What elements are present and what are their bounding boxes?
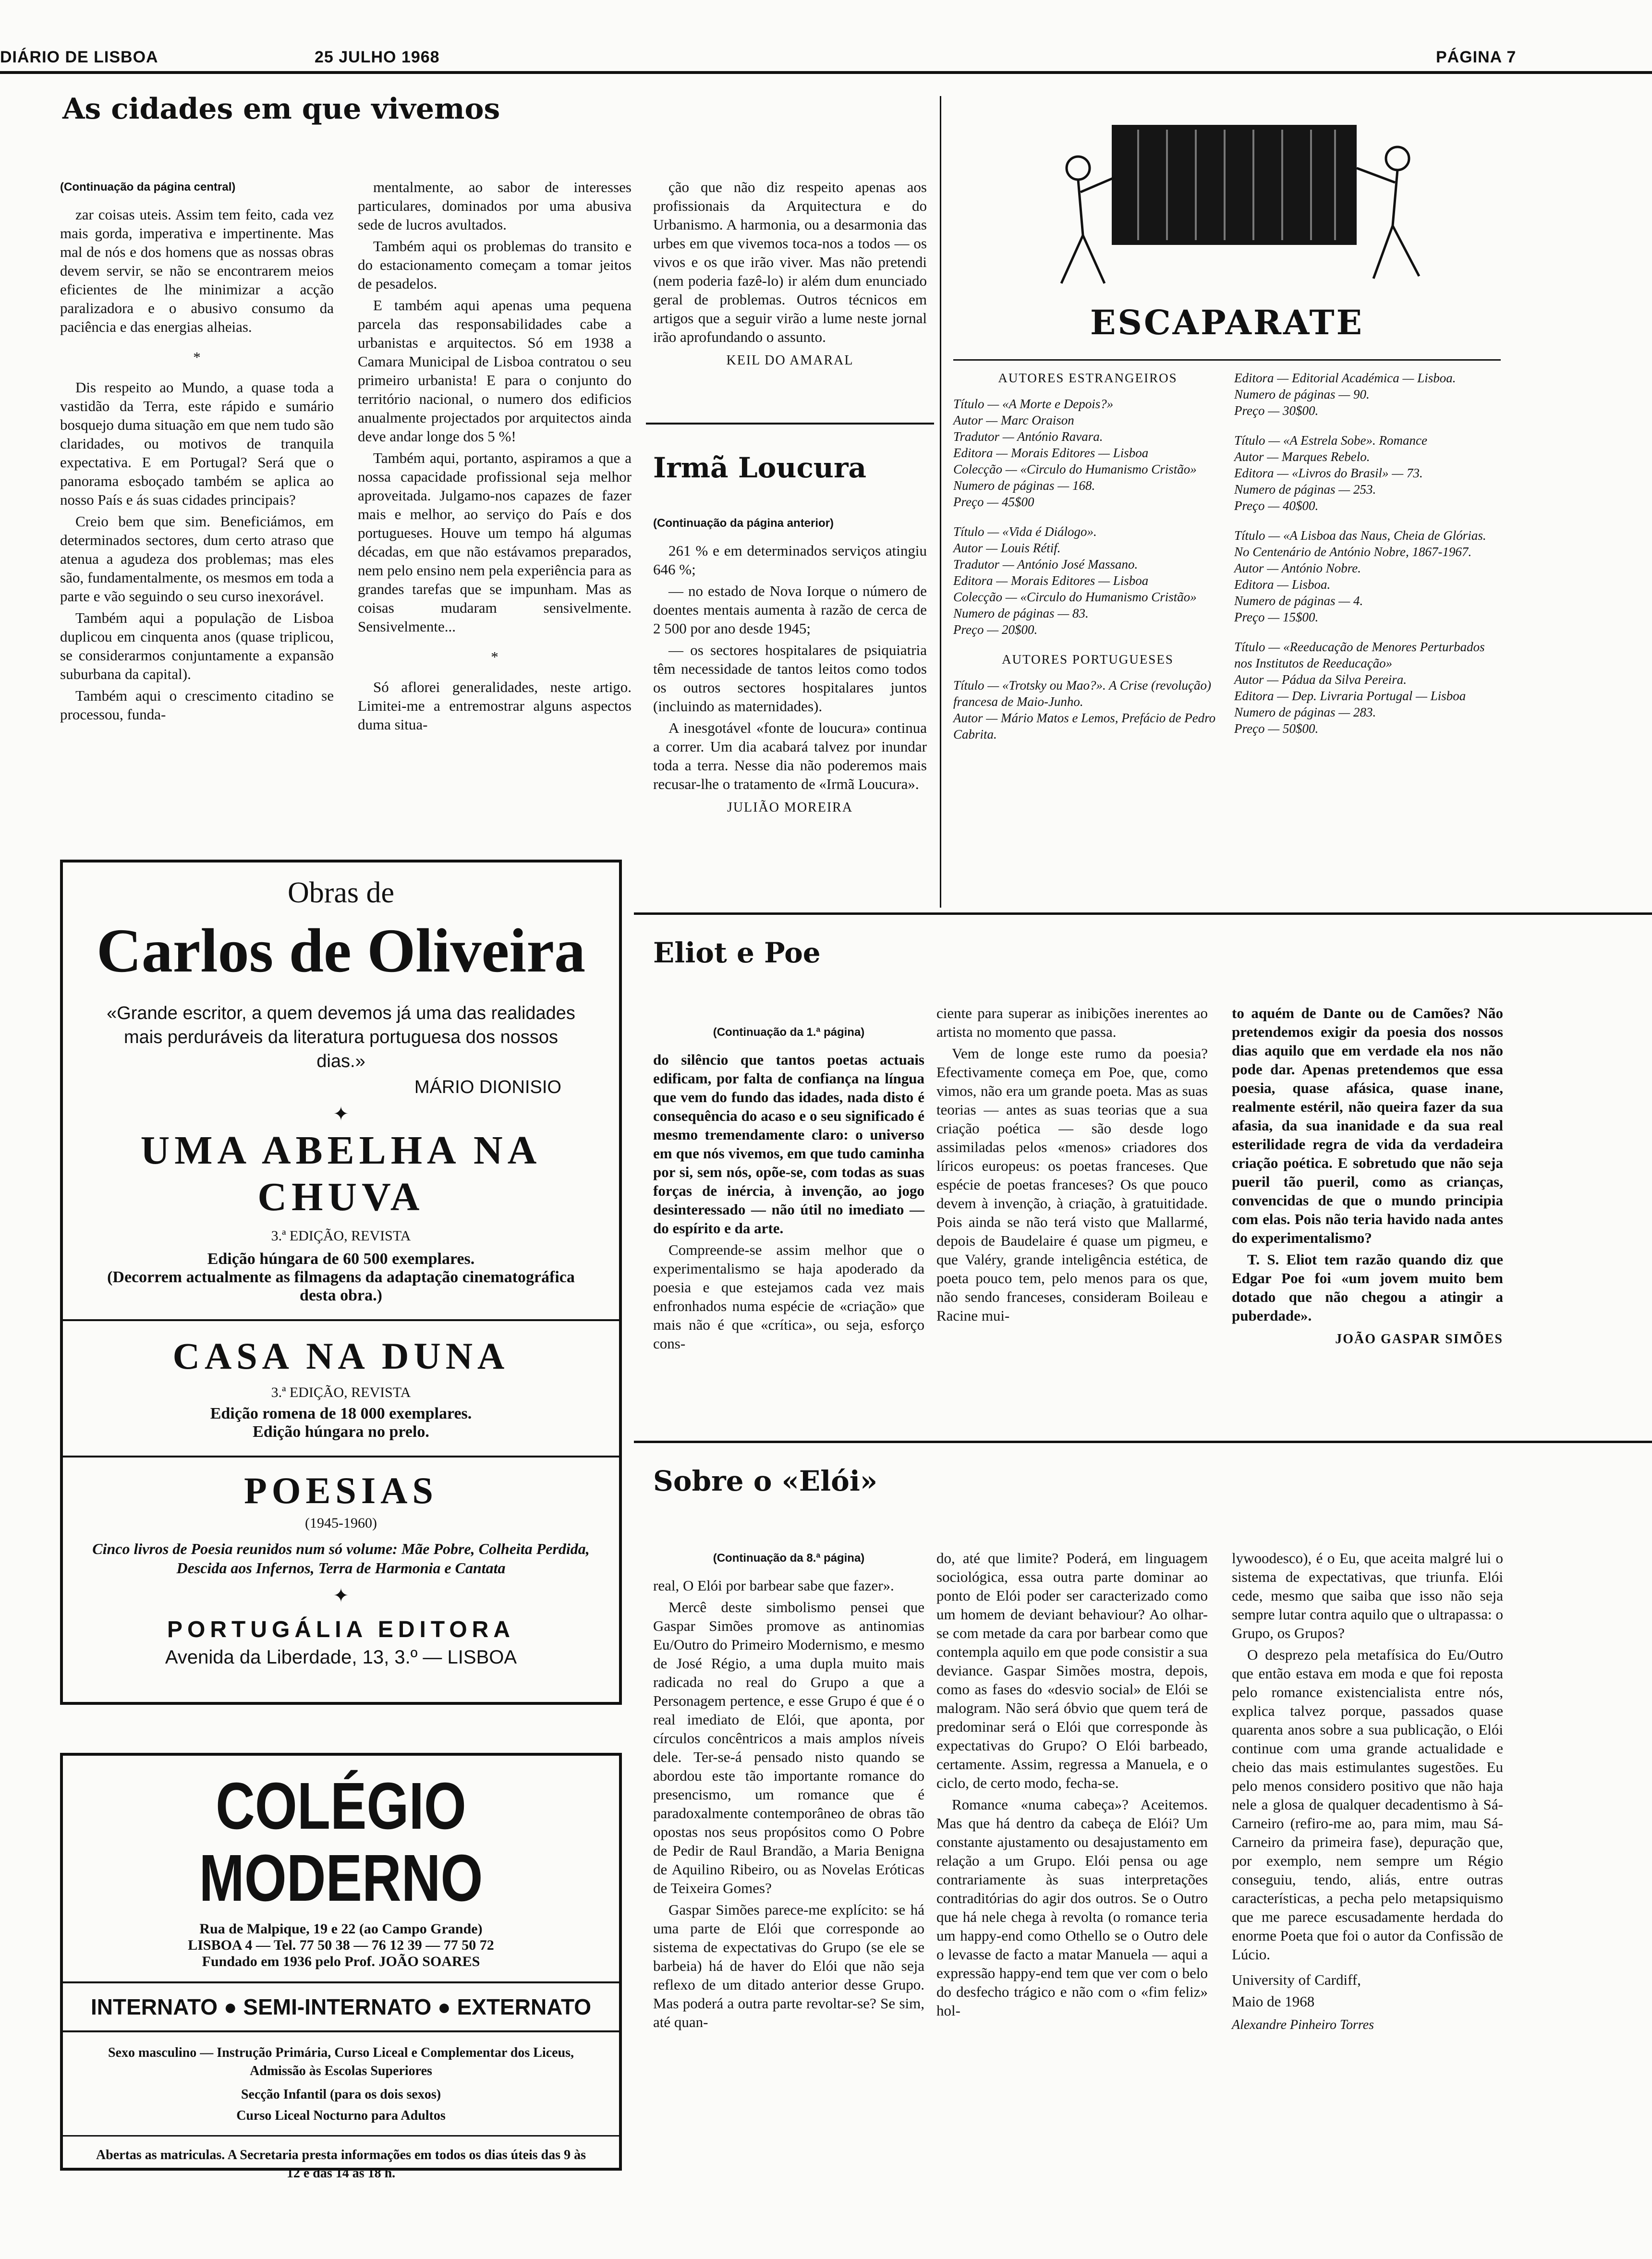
paragraph: Também aqui, portanto, aspiramos a que a nossa capacidade profissional seja melhor aproveitada. Julgamo-nos capazes de fazer mais e melhor, ao serviço do País e dos portugueses. Houve um tempo há algumas décadas, em que não estávamos preparados, nem pelo ensino nem pela experiência para as grandes tarefas que se impunham. Mas as coisas mudaram sensivelmente. Sensivelmente... (358, 449, 632, 635)
entry-line: Título — «A Estrela Sobe». Romance (1234, 433, 1427, 448)
eloi-date: Maio de 1968 (1232, 1993, 1315, 2010)
ad-book1-title: UMA ABELHA NA CHUVA (140, 1128, 542, 1219)
irma-title: Irmã Loucura (653, 451, 867, 484)
paragraph: Vem de longe este rumo da poesia? Efectivamente começa em Poe, que, como vimos, não era um grande poeta. Mas as suas teorias — antes as suas teorias que a sua criação poética — são desde logo assimiladas pelos «menos» criadores dos líricos europeus: os poetas franceses. Que espécie de poetas franceses? Os que pouco devem à invenção, à criação, à gratuitidade. Pois ainda se não terá visto que Mallarmé, depois de Baudelaire é quase um pigmeu, e que Valéry, grande inteligência estética, de poeta pouco tem, pelo menos para os que, não sendo franceses, consideram Boileau e Racine mui- (936, 1045, 1208, 1324)
entry-line: Editora — Morais Editores — Lisboa (953, 573, 1149, 588)
irma-continuation: (Continuação da página anterior) (653, 517, 834, 530)
ad-author-name: Carlos de Oliveira (96, 916, 586, 985)
section-rule (953, 359, 1501, 361)
paragraph: Mercê deste simbolismo pensei que Gaspar Simões promove as antinomias Eu/Outro do Primeiro Modernismo, e mesmo de José Régio, a uma dupla muito mais radicada no real do Grupo a que a Personagem pertence, e esse Grupo é que é o real imediato de Elói, que aponta, por círculos concêntricos a mais amplos níveis dele. Ter-se-á pensado nisto quando se abordou este tão importante romance do presencismo, um romance que é paradoxalmente contemporâneo de obras tão opostas nos seus propósitos como O Pobre de Pedir de Raul Brandão, a Maria Benigna de Aquilino Ribeiro, ou as Novelas Eróticas de Teixeira Gomes? (653, 1599, 924, 1896)
ad-obras: Obras de (287, 876, 395, 909)
entry-line: Título — «A Morte e Depois?» (953, 397, 1114, 411)
ad-book3-desc: Cinco livros de Poesia reunidos num só volume: Mãe Pobre, Colheita Perdida, Descida aos Infernos, Terra de Harmonia e Cantata (92, 1540, 590, 1577)
eliot-title: Eliot e Poe (653, 936, 821, 969)
header-rule (0, 71, 1652, 74)
section-rule (634, 1441, 1652, 1443)
paragraph: Dis respeito ao Mundo, a quase toda a vastidão da Terra, este rápido e sumário bosquejo duma situação em que nem tudo são claridades, ou motivos de tranquila expectativa. E em Portugal? Será que o panorama esboçado também se aplica ao nosso País e ás suas cidades principais? (60, 379, 334, 508)
ad-book1-note: (Decorrem actualmente as filmagens da adaptação cinematográfica desta obra.) (107, 1268, 575, 1304)
section-rule (646, 423, 934, 425)
ad-address: Avenida da Liberdade, 13, 3.º — LISBOA (165, 1647, 517, 1668)
paragraph: Creio bem que sim. Beneficiámos, em determinados sectores, dum certo atraso que atenua a agudeza dos problemas; mas eles são, fundamentalmente, os mesmos em toda a parte e vão seguindo o seu curso inexorável. (60, 513, 334, 605)
paragraph: ciente para superar as inibições inerentes ao artista no momento que passa. (936, 1005, 1208, 1040)
paragraph: do, até que limite? Poderá, em linguagem sociológica, essa outra parte dominar ao ponto de Elói poder ser caracterizado como um homem de deviant behaviour? Ao olhar-se com metade da cara por barbear como que contempla aquilo em que pode consistir a sua deviance. Gaspar Simões mostra, depois, como as fases do «desvio social» de Elói se malogram. Não será óbvio que quem terá de predominar será o Elói que corresponde às expectativas do Grupo? O Elói barbeado, certamente. Assim, regressa a Manuela, e o ciclo, de certo modo, fecha-se. (936, 1550, 1208, 1791)
cidades-continuation: (Continuação da página central) (60, 181, 236, 194)
paragraph: Só aflorei generalidades, neste artigo. Limitei-me a entremostrar alguns aspectos duma situa- (358, 679, 632, 733)
paragraph: Também aqui o crescimento citadino se processou, funda- (60, 687, 334, 723)
star-ornament: ✦ (333, 1585, 349, 1606)
entry-line: Numero de páginas — 168. (953, 478, 1095, 493)
newspaper-name: DIÁRIO DE LISBOA (0, 48, 158, 66)
cidades-author: KEIL DO AMARAL (726, 353, 854, 368)
ad-school-infantil: Secção Infantil (para os dois sexos) (241, 2087, 441, 2102)
escaparate-col1 (953, 370, 1222, 756)
star-ornament: ✦ (333, 1103, 349, 1125)
paragraph: Também aqui a população de Lisboa duplicou em cinquenta anos (quase triplicou, se considerarmos conjuntamente a expansão suburbana da capital). (60, 609, 334, 682)
ad-book1-edition: 3.ª EDIÇÃO, REVISTA (271, 1228, 411, 1244)
eloi-title: Sobre o «Elói» (653, 1465, 878, 1497)
book-entry (953, 677, 1222, 742)
entry-line: Numero de páginas — 83. (953, 606, 1089, 620)
separator-star: * (193, 349, 201, 365)
ad-school-address: Rua de Malpique, 19 e 22 (ao Campo Grande) (199, 1921, 483, 1937)
eliot-author: JOÃO GASPAR SIMÕES (1335, 1332, 1503, 1347)
book-entry (953, 396, 1222, 510)
entry-line: Preço — 15$00. (1234, 610, 1319, 624)
irma-author: JULIÃO MOREIRA (727, 800, 853, 815)
ad-publisher: PORTUGÁLIA EDITORA (167, 1617, 515, 1642)
section-rule (634, 912, 1652, 915)
entry-line: Preço — 20$00. (953, 622, 1038, 637)
entry-line: Colecção — «Circulo do Humanismo Cristão» (953, 590, 1197, 604)
paragraph: Gaspar Simões parece-me explícito: se há uma parte de Elói que corresponde ao sistema de expectativas do Grupo (se ele se barbeia) há de haver do Elói que não seja reflexo de um ditado anterior desse Grupo. Mas poderá a outra parte revoltar-se? Se sim, até quan- (653, 1901, 924, 2030)
paragraph: Também aqui os problemas do transito e do estacionamento começam a tomar jeitos de pesadelos. (358, 238, 632, 292)
entry-line: Tradutor — António José Massano. (953, 557, 1138, 571)
eloi-col1 (653, 1549, 924, 2034)
ad-school-matriculas: Abertas as matriculas. A Secretaria presta informações em todos os dias úteis das 9 às 12 e das 14 às 18 h. (96, 2148, 586, 2181)
paragraph: lywoodesco), é o Eu, que aceita malgré lui o sistema de expectativas, que triunfa. Elói cede, mesmo que saiba que isso não seja sempre lutar contra aquilo que o ultrapassa: o Grupo, os Grupos? (1232, 1550, 1503, 1641)
eliot-col2 (936, 1004, 1208, 1328)
paragraph: real, O Elói por barbear sabe que fazer». (653, 1577, 894, 1594)
ad-school-regimes: INTERNATO ● SEMI-INTERNATO ● EXTERNATO (90, 1994, 592, 2019)
ad-rule (63, 2135, 619, 2137)
eliot-continuation: (Continuação da 1.ª página) (713, 1026, 865, 1039)
book-entry (1234, 639, 1503, 737)
paragraph: do silêncio que tantos poetas actuais edificam, por falta de confiança na língua que vem do fundo das idades, nada disto é consequência do acaso e o seu significado é mesmo tremendamente claro: o universo em que nós vivemos, em que tudo caminha por si, sem nós, opõe-se, com todas as suas forças de inércia, à invenção, ao jogo desinteressado — não útil no imediato — do espírito e da arte. (653, 1051, 924, 1237)
eliot-col1 (653, 1023, 924, 1356)
ad-rule (63, 2030, 619, 2032)
escaparate-col2 (1234, 370, 1503, 750)
escaparate-title: ESCAPARATE (1090, 303, 1364, 342)
ad-book1-note: Edição húngara de 60 500 exemplares. (207, 1250, 475, 1268)
eloi-place: University of Cardiff, (1232, 1971, 1361, 1988)
entry-line: Autor — António Nobre. (1234, 561, 1361, 575)
portugueses-heading: AUTORES PORTUGUESES (1002, 652, 1174, 667)
paragraph: Compreende-se assim melhor que o experimentalismo se haja apoderado da poesia e que estejamos cada vez mais enfronhados numa espécie de «criação» que mais não é que «crítica», ou seja, esforço cons- (653, 1241, 924, 1352)
entry-line: Autor — Mário Matos e Lemos, Prefácio de Pedro Cabrita. (953, 711, 1216, 741)
paragraph: — os sectores hospitalares de psiquiatria têm necessidade de tantos leitos como todos os outros sectores hospitalares juntos (incluindo as maternidades). (653, 642, 927, 715)
cidades-col2 (358, 178, 632, 737)
ad-school-name: COLÉGIO MODERNO (199, 1769, 483, 1915)
paragraph: — no estado de Nova Iorque o número de doentes mentais aumenta à razão de cerca de 2 500 por ano desde 1945; (653, 583, 927, 637)
entry-line: Preço — 40$00. (1234, 498, 1319, 513)
issue-date: 25 JULHO 1968 (315, 48, 440, 66)
entry-line: Editora — Dep. Livraria Portugal — Lisboa (1234, 689, 1466, 703)
entry-line: Numero de páginas — 90. (1234, 387, 1370, 401)
entry-line: Editora — Lisboa. (1234, 577, 1331, 592)
paragraph: ção que não diz respeito apenas aos profissionais da Arquitectura e do Urbanismo. A harmonia, ou a desarmonia das urbes em que vivemos toca-nos a todos — os vivos e os que irão viver. Mas não pretendi (nem poderia fazê-lo) ir além dum enunciado geral de problemas. Outros técnicos em artigos que a seguir virão a lume neste jornal irão aprofundando o assunto. (653, 179, 927, 345)
ad-school-phone: LISBOA 4 — Tel. 77 50 38 — 76 12 39 — 77 50 72 (188, 1937, 494, 1953)
entry-line: Numero de páginas — 283. (1234, 705, 1376, 719)
entry-line: Editora — «Livros do Brasil» — 73. (1234, 466, 1423, 480)
paragraph: T. S. Eliot tem razão quando diz que Edgar Poe foi «um jovem muito bem dotado que não chegou a atingir a puberdade». (1232, 1251, 1503, 1324)
paragraph: E também aqui apenas uma pequena parcela das responsabilidades cabe a urbanistas e arquitectos. Só em 1938 a Camara Municipal de Lisboa contratou o seu primeiro urbanista! E para o conjunto do território nacional, o numero dos edificios anualmente projectados por arquitectos ainda deve andar longe dos 5 %! (358, 297, 632, 445)
entry-line: Título — «Vida é Diálogo». (953, 524, 1097, 539)
ad-book2-note: Edição húngara no prelo. (253, 1423, 429, 1441)
paragraph: zar coisas uteis. Assim tem feito, cada vez mais gorda, imperativa e impertinente. Mas mal de nós e dos homens que as nossas obras devem servir, se não se encontrarem meios eficientes de lhe minimizar a acção paralizadora e o abusivo consumo da paciência e das energias alheias. (60, 206, 334, 335)
irma-col (653, 514, 927, 820)
ad-rule (63, 1319, 619, 1321)
ad-book2-edition: 3.ª EDIÇÃO, REVISTA (271, 1385, 411, 1400)
entry-line: Editora — Morais Editores — Lisboa (953, 446, 1149, 460)
entry-line: Preço — 50$00. (1234, 721, 1319, 736)
book-entry (1234, 527, 1503, 625)
entry-line: Editora — Editorial Académica — Lisboa. (1234, 371, 1456, 385)
ad-school-courses: Sexo masculino — Instrução Primária, Curso Liceal e Complementar dos Liceus, Admissão às Escolas Superiores (108, 2045, 574, 2078)
entry-line: Título — «Trotsky ou Mao?». A Crise (revolução) francesa de Maio-Junho. (953, 678, 1211, 709)
entry-line: Título — «Reeducação de Menores Perturbados nos Institutos de Reeducação» (1234, 640, 1485, 670)
ad-school-founded: Fundado em 1936 pelo Prof. JOÃO SOARES (202, 1954, 480, 1969)
eloi-col3 (1232, 1549, 1503, 2037)
ad-book2-title: CASA NA DUNA (172, 1335, 510, 1377)
entry-line: Preço — 30$00. (1234, 403, 1319, 418)
entry-line: Autor — Marc Oraison (953, 413, 1074, 427)
entry-line: Tradutor — António Ravara. (953, 429, 1103, 444)
entry-line: Colecção — «Circulo do Humanismo Cristão» (953, 462, 1197, 476)
ad-colegio-moderno (60, 1753, 622, 2181)
book-entry (953, 523, 1222, 638)
book-shelf-illustration (1032, 96, 1455, 298)
paragraph: to aquém de Dante ou de Camões? Não pretendemos exigir da poesia dos nossos dias aquilo que em verdade ela nos não pode dar. Apenas pretendemos que essa poesia, quase afásica, quase inane, realmente estéril, não queira fazer da sua afasia, da sua inanidade e da sua real esterilidade regra de vida da verdadeira criação poética. E sobretudo que não seja pueril tão pueril, como as crianças, convencidas de que o mundo principia com elas. Pois não teria havido nada antes do experimentalismo? (1232, 1005, 1503, 1246)
ad-rule (63, 1456, 619, 1457)
cidades-col3 (653, 178, 927, 373)
eloi-continuation: (Continuação da 8.ª página) (713, 1552, 865, 1565)
ad-book3-title: POESIAS (244, 1470, 438, 1511)
entry-line: Numero de páginas — 4. (1234, 594, 1363, 608)
ad-book2-note: Edição romena de 18 000 exemplares. (210, 1405, 472, 1422)
ad-quote: «Grande escritor, a quem devemos já uma das realidades mais perduráveis da literatura portuguesa dos nossos dias.» (107, 1003, 575, 1071)
paragraph: Romance «numa cabeça»? Aceitemos. Mas que há dentro da cabeça de Elói? Um constante ajustamento ou desajustamento em relação a um Grupo. Elói pensa ou age contrariamente às suas interpretações contraditórias do agir dos outros. Se o Outro que há nele chega à revolta (o romance teria um happy-end como Othello se o Outro dele o levasse de facto a matar Manuela — aqui a expressão happy-end tem que ver com o belo do desfecho trágico e não com o «fim feliz» hol- (936, 1796, 1208, 2019)
column-rule (940, 96, 941, 908)
entry-line: Numero de páginas — 253. (1234, 482, 1376, 497)
separator-star: * (491, 648, 498, 665)
entry-line: Autor — Marques Rebelo. (1234, 449, 1370, 464)
paragraph: mentalmente, ao sabor de interesses particulares, dominados por uma abusiva sede de lucros avultados. (358, 179, 632, 233)
entry-line: Autor — Pádua da Silva Pereira. (1234, 672, 1407, 687)
cidades-col1 (60, 178, 334, 727)
eliot-col3 (1232, 1004, 1503, 1351)
estrangeiros-heading: AUTORES ESTRANGEIROS (998, 371, 1178, 385)
page-number: PÁGINA 7 (1436, 48, 1517, 66)
ad-rule (63, 1981, 619, 1983)
entry-line: Autor — Louis Rétif. (953, 541, 1061, 555)
ad-carlos-de-oliveira (60, 860, 622, 1705)
book-entry (1234, 432, 1503, 514)
entry-line: Preço — 45$00 (953, 495, 1034, 509)
book-entry (1234, 370, 1503, 419)
ad-school-nocturno: Curso Liceal Nocturno para Adultos (236, 2108, 446, 2123)
ad-quote-author: MÁRIO DIONISIO (414, 1077, 561, 1097)
entry-line: Título — «A Lisboa das Naus, Cheia de Glórias. No Centenário de António Nobre, 1867-1967. (1234, 528, 1486, 559)
ad-book3-years: (1945-1960) (305, 1515, 377, 1531)
paragraph: O desprezo pela metafísica do Eu/Outro que então estava em moda e que foi reposta pelo romance existencialista entre nós, explica talvez porque, passados quase quarenta anos sobre a sua publicação, o Elói continue com uma grande actualidade e cheio das mais estimulantes sugestões. Eu pelo menos considero positivo que não haja nele a glosa de qualquer decadentismo à Sá-Carneiro (refiro-me ao, para mim, mau Sá-Carneiro da primeira fase), depuração que, por exemplo, nem sempre um Régio conseguiu, tendo, aliás, entre outras características, a pecha pelo metapsiquismo que me parece escusadamente herdada do enorme Poeta que foi o autor da Confissão de Lúcio. (1232, 1646, 1503, 1963)
paragraph: A inesgotável «fonte de loucura» continua a correr. Um dia acabará talvez por inundar toda a terra. Nesse dia não poderemos mais recusar-lhe o tratamento de «Irmã Loucura». (653, 719, 927, 792)
eloi-author: Alexandre Pinheiro Torres (1232, 2017, 1374, 2032)
cidades-title: As cidades em que vivemos (62, 92, 500, 126)
paragraph: 261 % e em determinados serviços atingiu 646 %; (653, 542, 927, 578)
eloi-col2 (936, 1549, 1208, 2023)
